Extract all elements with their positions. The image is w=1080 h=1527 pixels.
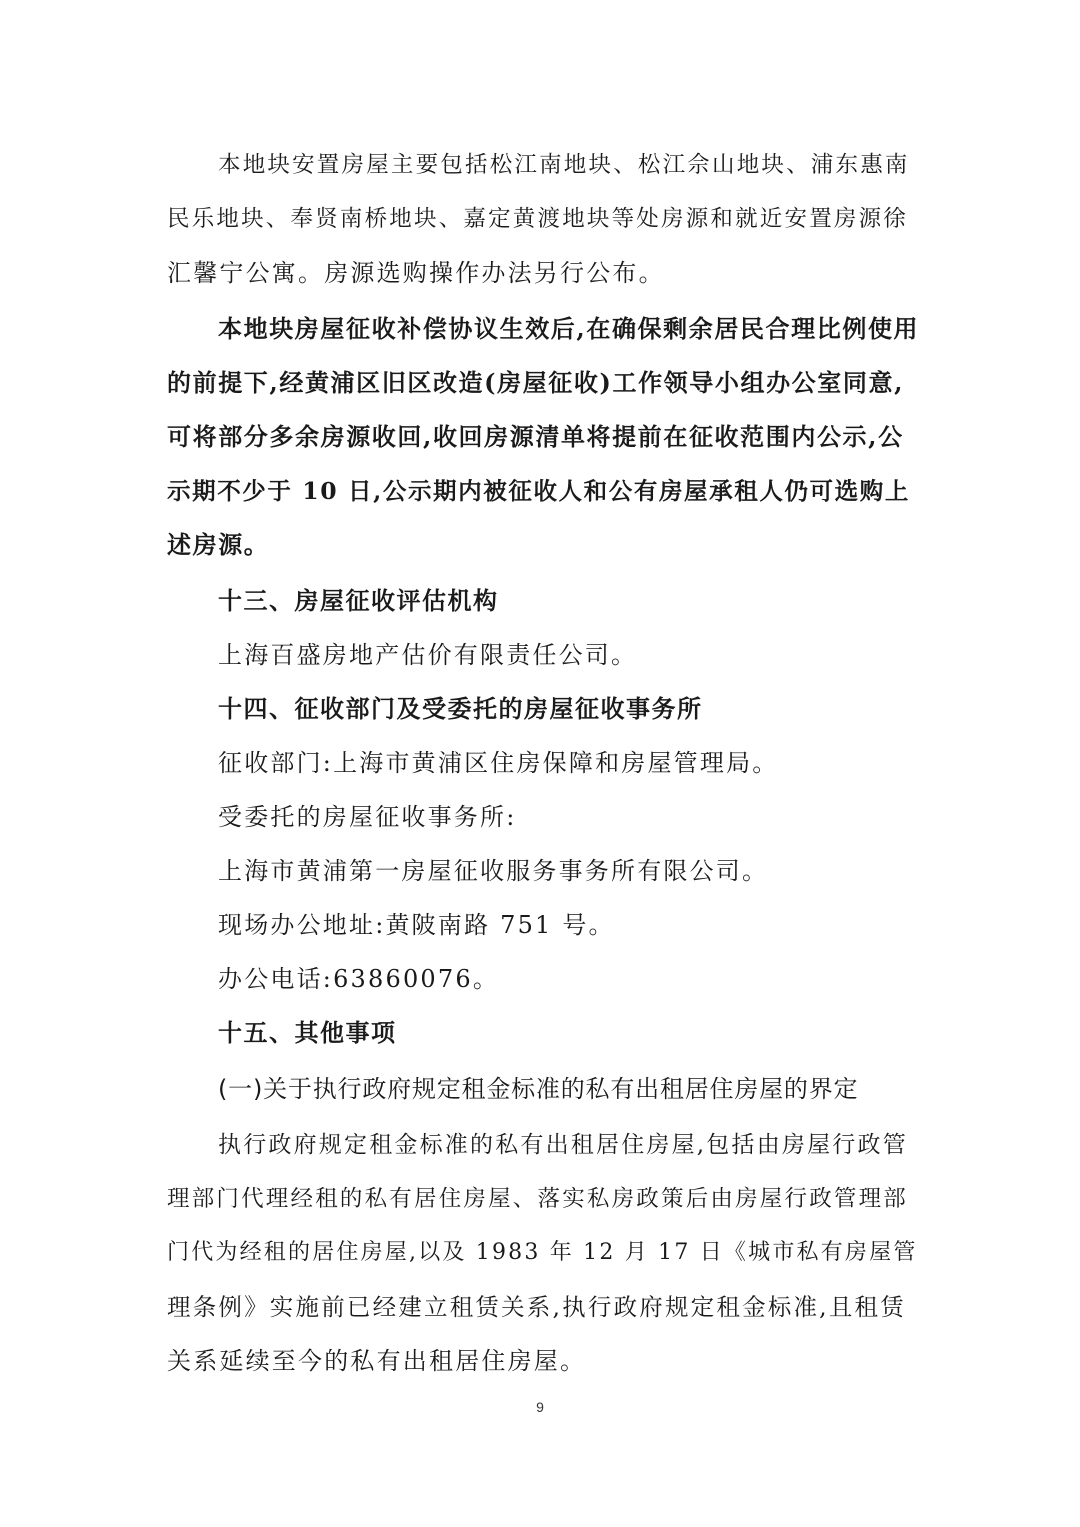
subsection-heading: (一)关于执行政府规定租金标准的私有出租居住房屋的界定 [218, 1075, 859, 1103]
appraisal-agency: 上海百盛房地产估价有限责任公司。 [218, 641, 638, 669]
office-address: 现场办公地址:黄陂南路 751 号。 [218, 911, 615, 939]
entrusted-office-label: 受委托的房屋征收事务所: [218, 803, 517, 831]
section-heading-13: 十三、房屋征收评估机构 [218, 587, 499, 615]
office-phone: 办公电话:63860076。 [218, 965, 500, 993]
paragraph-line: 理条例》实施前已经建立租赁关系,执行政府规定租金标准,且租赁 [167, 1293, 906, 1321]
paragraph-line: 述房源。 [167, 530, 270, 559]
paragraph-line: 民乐地块、奉贤南桥地块、嘉定黄渡地块等处房源和就近安置房源徐 [167, 206, 909, 232]
expropriation-department: 征收部门:上海市黄浦区住房保障和房屋管理局。 [218, 749, 779, 777]
paragraph-line: 示期不少于 10 日,公示期内被征收人和公有房屋承租人仍可选购上 [167, 477, 910, 505]
paragraph-line: 理部门代理经租的私有居住房屋、落实私房政策后由房屋行政管理部 [167, 1186, 909, 1212]
paragraph-line: 的前提下,经黄浦区旧区改造(房屋征收)工作领导小组办公室同意, [167, 368, 905, 397]
paragraph-line: 关系延续至今的私有出租居住房屋。 [167, 1347, 587, 1375]
paragraph-line: 汇馨宁公寓。房源选购操作办法另行公布。 [167, 259, 665, 287]
paragraph-line: 门代为经租的居住房屋,以及 1983 年 12 月 17 日《城市私有房屋管 [167, 1240, 918, 1265]
entrusted-office-name: 上海市黄浦第一房屋征收服务事务所有限公司。 [218, 857, 769, 885]
paragraph-line: 执行政府规定租金标准的私有出租居住房屋,包括由房屋行政管 [218, 1132, 908, 1158]
section-heading-14: 十四、征收部门及受委托的房屋征收事务所 [218, 695, 703, 723]
section-heading-15: 十五、其他事项 [218, 1019, 397, 1047]
paragraph-line: 可将部分多余房源收回,收回房源清单将提前在征收范围内公示,公 [167, 422, 904, 451]
page-number: 9 [536, 1399, 544, 1415]
paragraph-line: 本地块安置房屋主要包括松江南地块、松江佘山地块、浦东惠南 [218, 152, 910, 178]
paragraph-line: 本地块房屋征收补偿协议生效后,在确保剩余居民合理比例使用 [218, 314, 920, 343]
